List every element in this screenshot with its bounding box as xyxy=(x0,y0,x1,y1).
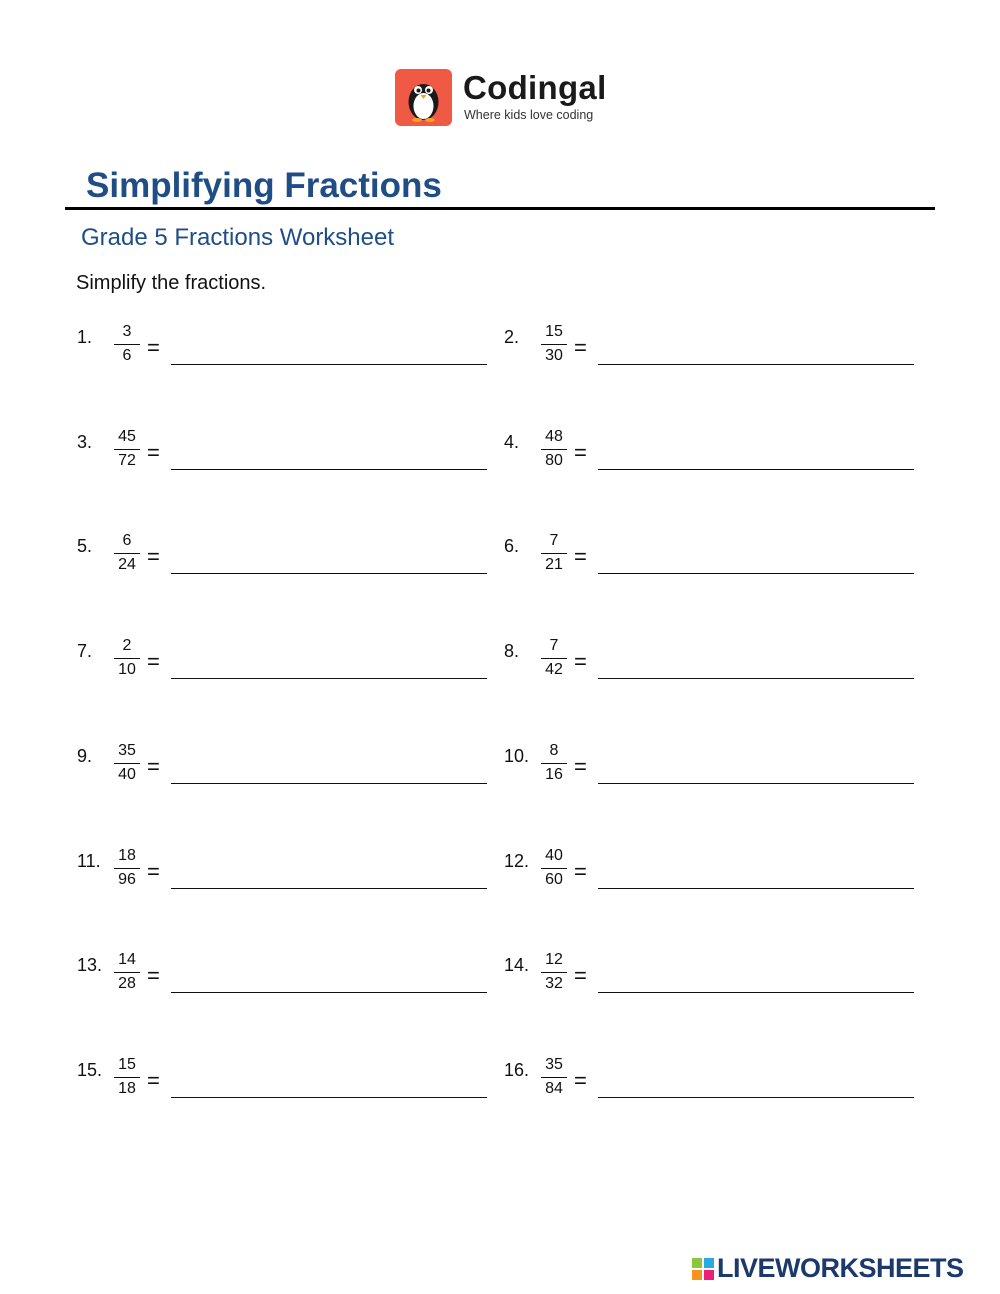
equals-sign: = xyxy=(574,754,587,779)
fraction-numerator: 6 xyxy=(122,532,132,549)
fraction-denominator: 80 xyxy=(545,452,563,469)
answer-line[interactable] xyxy=(171,678,487,679)
fraction-denominator: 21 xyxy=(545,556,563,573)
fraction-denominator: 10 xyxy=(118,661,136,678)
brand-tagline: Where kids love coding xyxy=(464,108,594,122)
equals-sign: = xyxy=(147,440,160,465)
fraction xyxy=(541,321,567,367)
fraction-denominator: 42 xyxy=(545,661,563,678)
fraction-numerator: 12 xyxy=(545,951,563,968)
answer-line[interactable] xyxy=(171,888,487,889)
fraction-denominator: 32 xyxy=(545,975,563,992)
fraction-numerator: 14 xyxy=(118,951,136,968)
fraction xyxy=(541,530,567,576)
equals-sign: = xyxy=(147,544,160,569)
fraction xyxy=(541,635,567,681)
problem-number: 9. xyxy=(77,746,93,766)
brand-name: Codingal xyxy=(463,69,607,106)
equals-sign: = xyxy=(574,335,587,360)
worksheet-title: Simplifying Fractions xyxy=(86,166,442,205)
fraction xyxy=(541,1054,567,1100)
equals-sign: = xyxy=(147,335,160,360)
fraction-denominator: 16 xyxy=(545,766,563,783)
fraction-denominator: 72 xyxy=(118,452,136,469)
fraction-numerator: 3 xyxy=(122,323,132,340)
fraction-numerator: 18 xyxy=(118,847,136,864)
fraction xyxy=(114,530,140,576)
fraction-numerator: 7 xyxy=(549,532,559,549)
answer-line[interactable] xyxy=(598,678,914,679)
problem-number: 13. xyxy=(77,955,103,975)
answer-line[interactable] xyxy=(171,469,487,470)
answer-line[interactable] xyxy=(598,1097,914,1098)
fraction-denominator: 24 xyxy=(118,556,136,573)
answer-line[interactable] xyxy=(598,469,914,470)
equals-sign: = xyxy=(574,440,587,465)
fraction-denominator: 30 xyxy=(545,347,563,364)
problem-item xyxy=(504,532,924,596)
problem-number: 8. xyxy=(504,641,520,661)
fraction-numerator: 15 xyxy=(118,1056,136,1073)
equals-sign: = xyxy=(574,1068,587,1093)
problem-item xyxy=(77,532,497,596)
answer-line[interactable] xyxy=(598,992,914,993)
problem-number: 3. xyxy=(77,432,93,452)
problem-item xyxy=(77,847,497,911)
problem-item xyxy=(77,428,497,492)
problem-item xyxy=(77,323,497,387)
worksheet-subtitle: Grade 5 Fractions Worksheet xyxy=(81,224,395,251)
fraction xyxy=(541,426,567,472)
problem-number: 2. xyxy=(504,327,520,347)
equals-sign: = xyxy=(574,963,587,988)
fraction-denominator: 6 xyxy=(122,347,132,364)
fraction xyxy=(114,845,140,891)
equals-sign: = xyxy=(574,544,587,569)
answer-line[interactable] xyxy=(171,1097,487,1098)
fraction-numerator: 35 xyxy=(545,1056,563,1073)
equals-sign: = xyxy=(147,1068,160,1093)
fraction xyxy=(114,426,140,472)
problem-item xyxy=(77,1056,497,1120)
problem-number: 7. xyxy=(77,641,93,661)
problem-item xyxy=(504,1056,924,1120)
problem-item xyxy=(504,637,924,701)
answer-line[interactable] xyxy=(598,573,914,574)
problem-number: 11. xyxy=(77,851,101,871)
answer-line[interactable] xyxy=(598,888,914,889)
fraction-denominator: 40 xyxy=(118,766,136,783)
problem-number: 1. xyxy=(77,327,93,347)
fraction-numerator: 48 xyxy=(545,428,563,445)
problem-number: 5. xyxy=(77,536,93,556)
answer-line[interactable] xyxy=(171,783,487,784)
fraction-numerator: 40 xyxy=(545,847,563,864)
problem-item xyxy=(77,742,497,806)
problem-item xyxy=(504,951,924,1015)
liveworksheets-logo xyxy=(692,1253,992,1287)
fraction-denominator: 96 xyxy=(118,871,136,888)
fraction-denominator: 84 xyxy=(545,1080,563,1097)
fraction-numerator: 8 xyxy=(549,742,559,759)
equals-sign: = xyxy=(147,754,160,779)
fraction xyxy=(114,635,140,681)
fraction xyxy=(541,845,567,891)
problem-item xyxy=(504,428,924,492)
fraction-numerator: 15 xyxy=(545,323,563,340)
fraction-numerator: 2 xyxy=(122,637,132,654)
problem-item xyxy=(504,742,924,806)
problem-item xyxy=(504,847,924,911)
liveworksheets-logo-icon xyxy=(692,1258,714,1280)
fraction-denominator: 18 xyxy=(118,1080,136,1097)
fraction xyxy=(114,949,140,995)
fraction xyxy=(114,1054,140,1100)
equals-sign: = xyxy=(147,649,160,674)
problem-item xyxy=(77,951,497,1015)
problem-number: 4. xyxy=(504,432,520,452)
answer-line[interactable] xyxy=(171,364,487,365)
fraction-numerator: 35 xyxy=(118,742,136,759)
problem-number: 15. xyxy=(77,1060,103,1080)
problem-number: 6. xyxy=(504,536,520,556)
problem-number: 14. xyxy=(504,955,530,975)
equals-sign: = xyxy=(574,859,587,884)
answer-line[interactable] xyxy=(598,783,914,784)
problem-number: 10. xyxy=(504,746,530,766)
equals-sign: = xyxy=(147,859,160,884)
answer-line[interactable] xyxy=(171,992,487,993)
equals-sign: = xyxy=(147,963,160,988)
fraction xyxy=(114,321,140,367)
liveworksheets-wordmark: LIVEWORKSHEETS xyxy=(717,1253,964,1283)
equals-sign: = xyxy=(574,649,587,674)
fraction-denominator: 60 xyxy=(545,871,563,888)
fraction-numerator: 7 xyxy=(549,637,559,654)
fraction-denominator: 28 xyxy=(118,975,136,992)
problem-number: 16. xyxy=(504,1060,530,1080)
fraction xyxy=(541,949,567,995)
fraction xyxy=(114,740,140,786)
problem-item xyxy=(504,323,924,387)
answer-line[interactable] xyxy=(171,573,487,574)
problem-number: 12. xyxy=(504,851,530,871)
fraction-numerator: 45 xyxy=(118,428,136,445)
answer-line[interactable] xyxy=(598,364,914,365)
fraction xyxy=(541,740,567,786)
instruction-text: Simplify the fractions. xyxy=(76,272,267,294)
problem-item xyxy=(77,637,497,701)
